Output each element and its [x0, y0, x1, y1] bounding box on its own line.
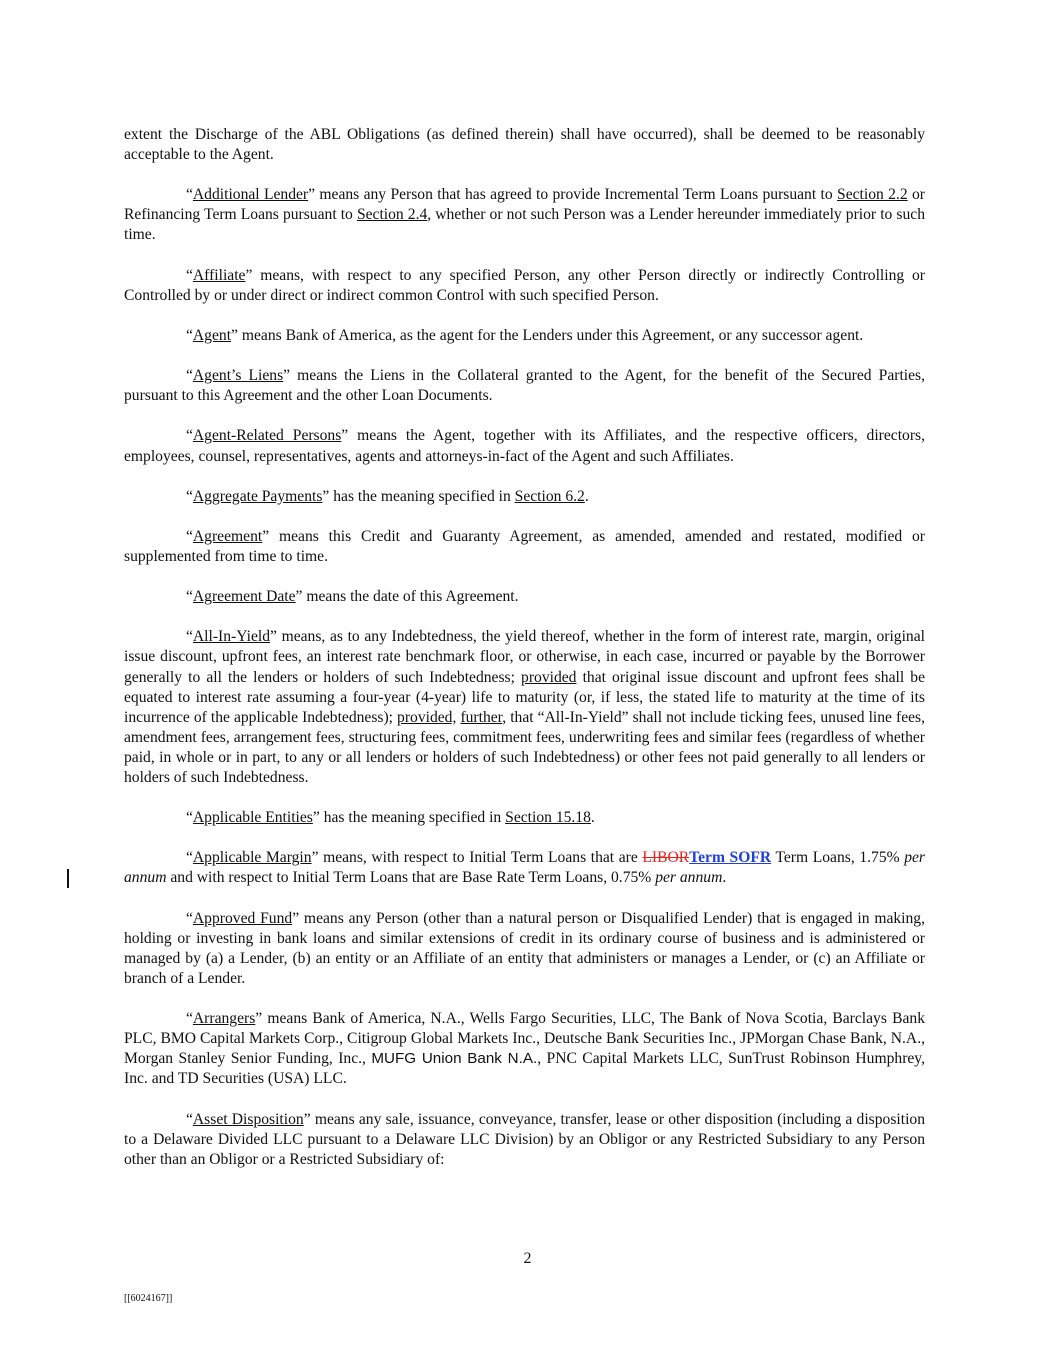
text-run: ” means any Person that has agreed to provide Incremental Term Loans pursuant to	[308, 186, 838, 204]
definition-paragraph	[124, 426, 925, 466]
text-run: ” means any sale, issuance, conveyance, transfer, lease or other disposition (including a disposition to a Delaware Divided LLC pursuant to a Delaware LLC Division) by an Obligor or any Restricted Subsidiary to any Person other than an Obligor or a Restricted Subsidiary of:	[124, 1110, 925, 1168]
underlined-term: Approved Fund	[192, 909, 293, 927]
revision-change-bar	[67, 869, 69, 888]
underlined-term: All-In-Yield	[192, 628, 271, 646]
text-run: ” means, with respect to any specified Person, any other Person directly or indirectly Controlling or Controlled by or under direct or indirect common Control with such specified Person.	[124, 266, 925, 304]
text-run: and with respect to Initial Term Loans that are Base Rate Term Loans, 0.75%	[166, 869, 656, 887]
text-run: “	[186, 628, 193, 646]
underlined-term: Section 15.18	[505, 809, 591, 827]
text-run: .	[722, 869, 727, 887]
text-run: MUFG Union Bank N.A.	[371, 1050, 538, 1068]
definition-paragraph	[124, 125, 925, 165]
text-run: “	[186, 588, 193, 606]
underlined-term: Section 6.2	[514, 487, 585, 505]
text-run: that original issue discount and upfront fees shall be equated to interest rate assuming a four-year (4-year) life to maturity (or, if less, the stated life to maturity at the time of its incurrence of the applicable Indebtedness);	[124, 668, 925, 726]
text-run: “	[186, 326, 193, 344]
text-run: ” means Bank of America, as the agent for the Lenders under this Agreement, or any successor agent.	[231, 326, 864, 344]
text-run: , whether or not such Person was a Lender hereunder immediately prior to such time.	[124, 206, 925, 244]
underlined-term: Asset Disposition	[192, 1110, 304, 1128]
underlined-term: Section 2.4	[356, 206, 428, 224]
underlined-term: further	[460, 708, 503, 726]
definition-paragraph	[124, 909, 925, 989]
underlined-term: Arrangers	[192, 1010, 256, 1028]
text-run: “	[186, 266, 193, 284]
italic-text: per annum	[124, 849, 926, 887]
text-run: “	[186, 909, 193, 927]
text-run: “	[186, 487, 193, 505]
definition-paragraph	[124, 326, 925, 346]
definition-paragraph	[124, 266, 925, 306]
underlined-term: Agreement Date	[192, 588, 296, 606]
page-number: 2	[523, 1250, 532, 1267]
document-body	[124, 125, 925, 1190]
text-run: , that “All-In-Yield” shall not include ticking fees, unused line fees, amendment fees, arrangement fees, structuring fees, commitment fees, underwriting fees and similar fees (regardless of whether paid, in whole or in part, to any or all lenders or holders of such Indebtedness) or other fees not paid generally to all lenders or holders of such Indebtedness.	[124, 708, 925, 786]
underlined-term: Agent-Related Persons	[192, 427, 342, 445]
definition-paragraph	[124, 366, 925, 406]
text-run: ” means the date of this Agreement.	[295, 588, 519, 606]
text-run: “	[186, 1010, 193, 1028]
underlined-term: provided	[521, 668, 577, 686]
underlined-term: Affiliate	[192, 266, 246, 284]
text-run: “	[186, 849, 193, 867]
text-run: “	[186, 527, 193, 545]
text-run: “	[186, 367, 193, 385]
definition-paragraph	[124, 1110, 925, 1170]
underlined-term: Agent’s Liens	[192, 367, 284, 385]
text-run: Term Loans, 1.75%	[771, 849, 905, 867]
underlined-term: provided,	[397, 708, 457, 726]
definition-paragraph	[124, 587, 925, 607]
text-run: or Refinancing Term Loans pursuant to	[124, 186, 925, 224]
text-run: ” means Bank of America, N.A., Wells Fargo Securities, LLC, The Bank of Nova Scotia, Barclays Bank PLC, BMO Capital Markets Corp., Citigroup Global Markets Inc., Deutsche Bank Securities Inc., JPMorgan Chase Bank, N.A., Morgan Stanley Senior Funding, Inc.,	[124, 1010, 925, 1068]
underlined-term: Applicable Entities	[192, 809, 313, 827]
text-run: .	[584, 487, 589, 505]
text-run: ” means this Credit and Guaranty Agreement, as amended, amended and restated, modified or supplemented from time to time.	[124, 527, 925, 565]
text-run: “	[186, 809, 193, 827]
text-run: , PNC Capital Markets LLC, SunTrust Robinson Humphrey, Inc. and TD Securities (USA) LLC.	[124, 1050, 925, 1088]
text-run: ” has the meaning specified in	[322, 487, 515, 505]
inserted-text: Term SOFR	[689, 849, 772, 867]
text-run: ” means, with respect to Initial Term Loans that are	[311, 849, 643, 867]
definition-paragraph	[124, 808, 925, 828]
underlined-term: Additional Lender	[192, 186, 309, 204]
text-run: ” means the Agent, together with its Affiliates, and the respective officers, directors, employees, counsel, representatives, agents and attorneys-in-fact of the Agent and such Affiliates.	[124, 427, 926, 465]
definition-paragraph	[124, 527, 925, 567]
definition-paragraph	[124, 848, 925, 888]
definition-paragraph	[124, 487, 925, 507]
text-run: ” means the Liens in the Collateral granted to the Agent, for the benefit of the Secured Parties, pursuant to this Agreement and the other Loan Documents.	[124, 367, 925, 405]
underlined-term: Applicable Margin	[192, 849, 312, 867]
definition-paragraph	[124, 627, 925, 788]
underlined-term: Agreement	[192, 527, 263, 545]
underlined-term: Agent	[192, 326, 232, 344]
italic-text: per annum	[655, 869, 723, 887]
definition-paragraph	[124, 1009, 925, 1089]
text-run: .	[590, 809, 595, 827]
underlined-term: Aggregate Payments	[192, 487, 323, 505]
text-run: ” means, as to any Indebtedness, the yield thereof, whether in the form of interest rate, margin, original issue discount, upfront fees, an interest rate benchmark floor, or otherwise, in each case, incurred or payable by the Borrower generally to all the lenders or holders of such Indebtedness;	[124, 628, 925, 686]
text-run: ” means any Person (other than a natural person or Disqualified Lender) that is engaged in making, holding or investing in bank loans and similar extensions of credit in its ordinary course of business and is administered or managed by (a) a Lender, (b) an entity or an Affiliate of an entity that administers or manages a Lender, or (c) an Affiliate or branch of a Lender.	[124, 909, 925, 987]
document-id-footer: [[6024167]]	[124, 1293, 173, 1304]
text-run: “	[186, 186, 193, 204]
definition-paragraph	[124, 185, 925, 245]
text-run: ” has the meaning specified in	[312, 809, 506, 827]
text-run: “	[186, 427, 193, 445]
deleted-text: LIBOR	[642, 849, 690, 867]
text-run: extent the Discharge of the ABL Obligations (as defined therein) shall have occurred), shall be deemed to be reasonably acceptable to the Agent.	[124, 126, 925, 164]
underlined-term: Section 2.2	[837, 186, 908, 204]
text-run: “	[186, 1110, 193, 1128]
